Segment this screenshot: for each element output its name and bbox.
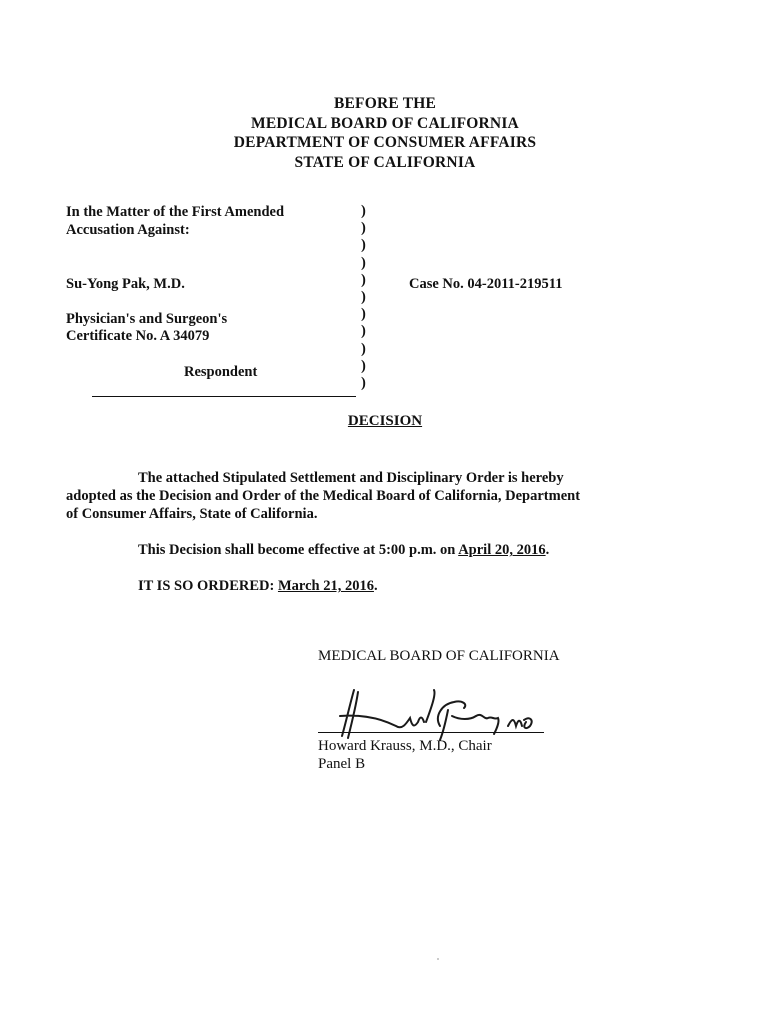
document-header — [0, 94, 770, 172]
paragraph-line-1: The attached Stipulated Settlement and Disciplinary Order is hereby — [138, 470, 564, 486]
handwritten-signature — [336, 686, 536, 742]
signer-panel: Panel B — [318, 756, 366, 772]
paren: ) — [361, 357, 366, 374]
paren: ) — [361, 254, 366, 271]
ordered-prefix: IT IS SO ORDERED: — [138, 578, 278, 594]
header-line-3: DEPARTMENT OF CONSUMER AFFAIRS — [233, 134, 537, 151]
paragraph-line-3: of Consumer Affairs, State of California. — [66, 506, 318, 522]
caption-parentheses — [361, 203, 366, 392]
effective-prefix: This Decision shall become effective at 5:00 p.m. on — [138, 542, 459, 558]
respondent-label: Respondent — [184, 364, 258, 380]
ordered-suffix: . — [373, 578, 378, 594]
certificate-line-2: Certificate No. A 34079 — [66, 328, 210, 344]
ordered-date: March 21, 2016 — [277, 578, 374, 594]
paren: ) — [361, 203, 366, 219]
paren: ) — [361, 237, 366, 254]
paren: ) — [361, 288, 366, 305]
decision-title-text: DECISION — [347, 413, 423, 429]
paren: ) — [361, 323, 366, 340]
decision-title — [0, 413, 770, 430]
matter-line-2: Accusation Against: — [66, 222, 190, 238]
matter-line-1: In the Matter of the First Amended — [66, 204, 285, 220]
signature-line — [318, 732, 544, 733]
header-line-4: STATE OF CALIFORNIA — [294, 153, 476, 171]
effective-suffix: . — [545, 542, 550, 558]
header-line-1: BEFORE THE — [333, 95, 437, 112]
paragraph-line-2: adopted as the Decision and Order of the Medical Board of California, Department — [66, 488, 581, 504]
paren: ) — [361, 271, 366, 288]
case-number: Case No. 04-2011-219511 — [409, 276, 563, 292]
paren: ) — [361, 220, 366, 237]
paren: ) — [361, 340, 366, 357]
certificate-line-1: Physician's and Surgeon's — [66, 311, 228, 327]
signer-name: Howard Krauss, M.D., Chair — [318, 738, 492, 754]
effective-date: April 20, 2016 — [458, 542, 546, 558]
respondent-name: Su-Yong Pak, M.D. — [66, 276, 185, 292]
header-line-2: MEDICAL BOARD OF CALIFORNIA — [251, 114, 519, 132]
caption-divider — [92, 396, 356, 397]
board-name: MEDICAL BOARD OF CALIFORNIA — [318, 648, 560, 664]
paren: ) — [361, 374, 366, 391]
paren: ) — [361, 306, 366, 323]
effective-date-line — [138, 541, 549, 560]
ordered-line — [138, 577, 378, 596]
scan-speck — [437, 958, 439, 960]
